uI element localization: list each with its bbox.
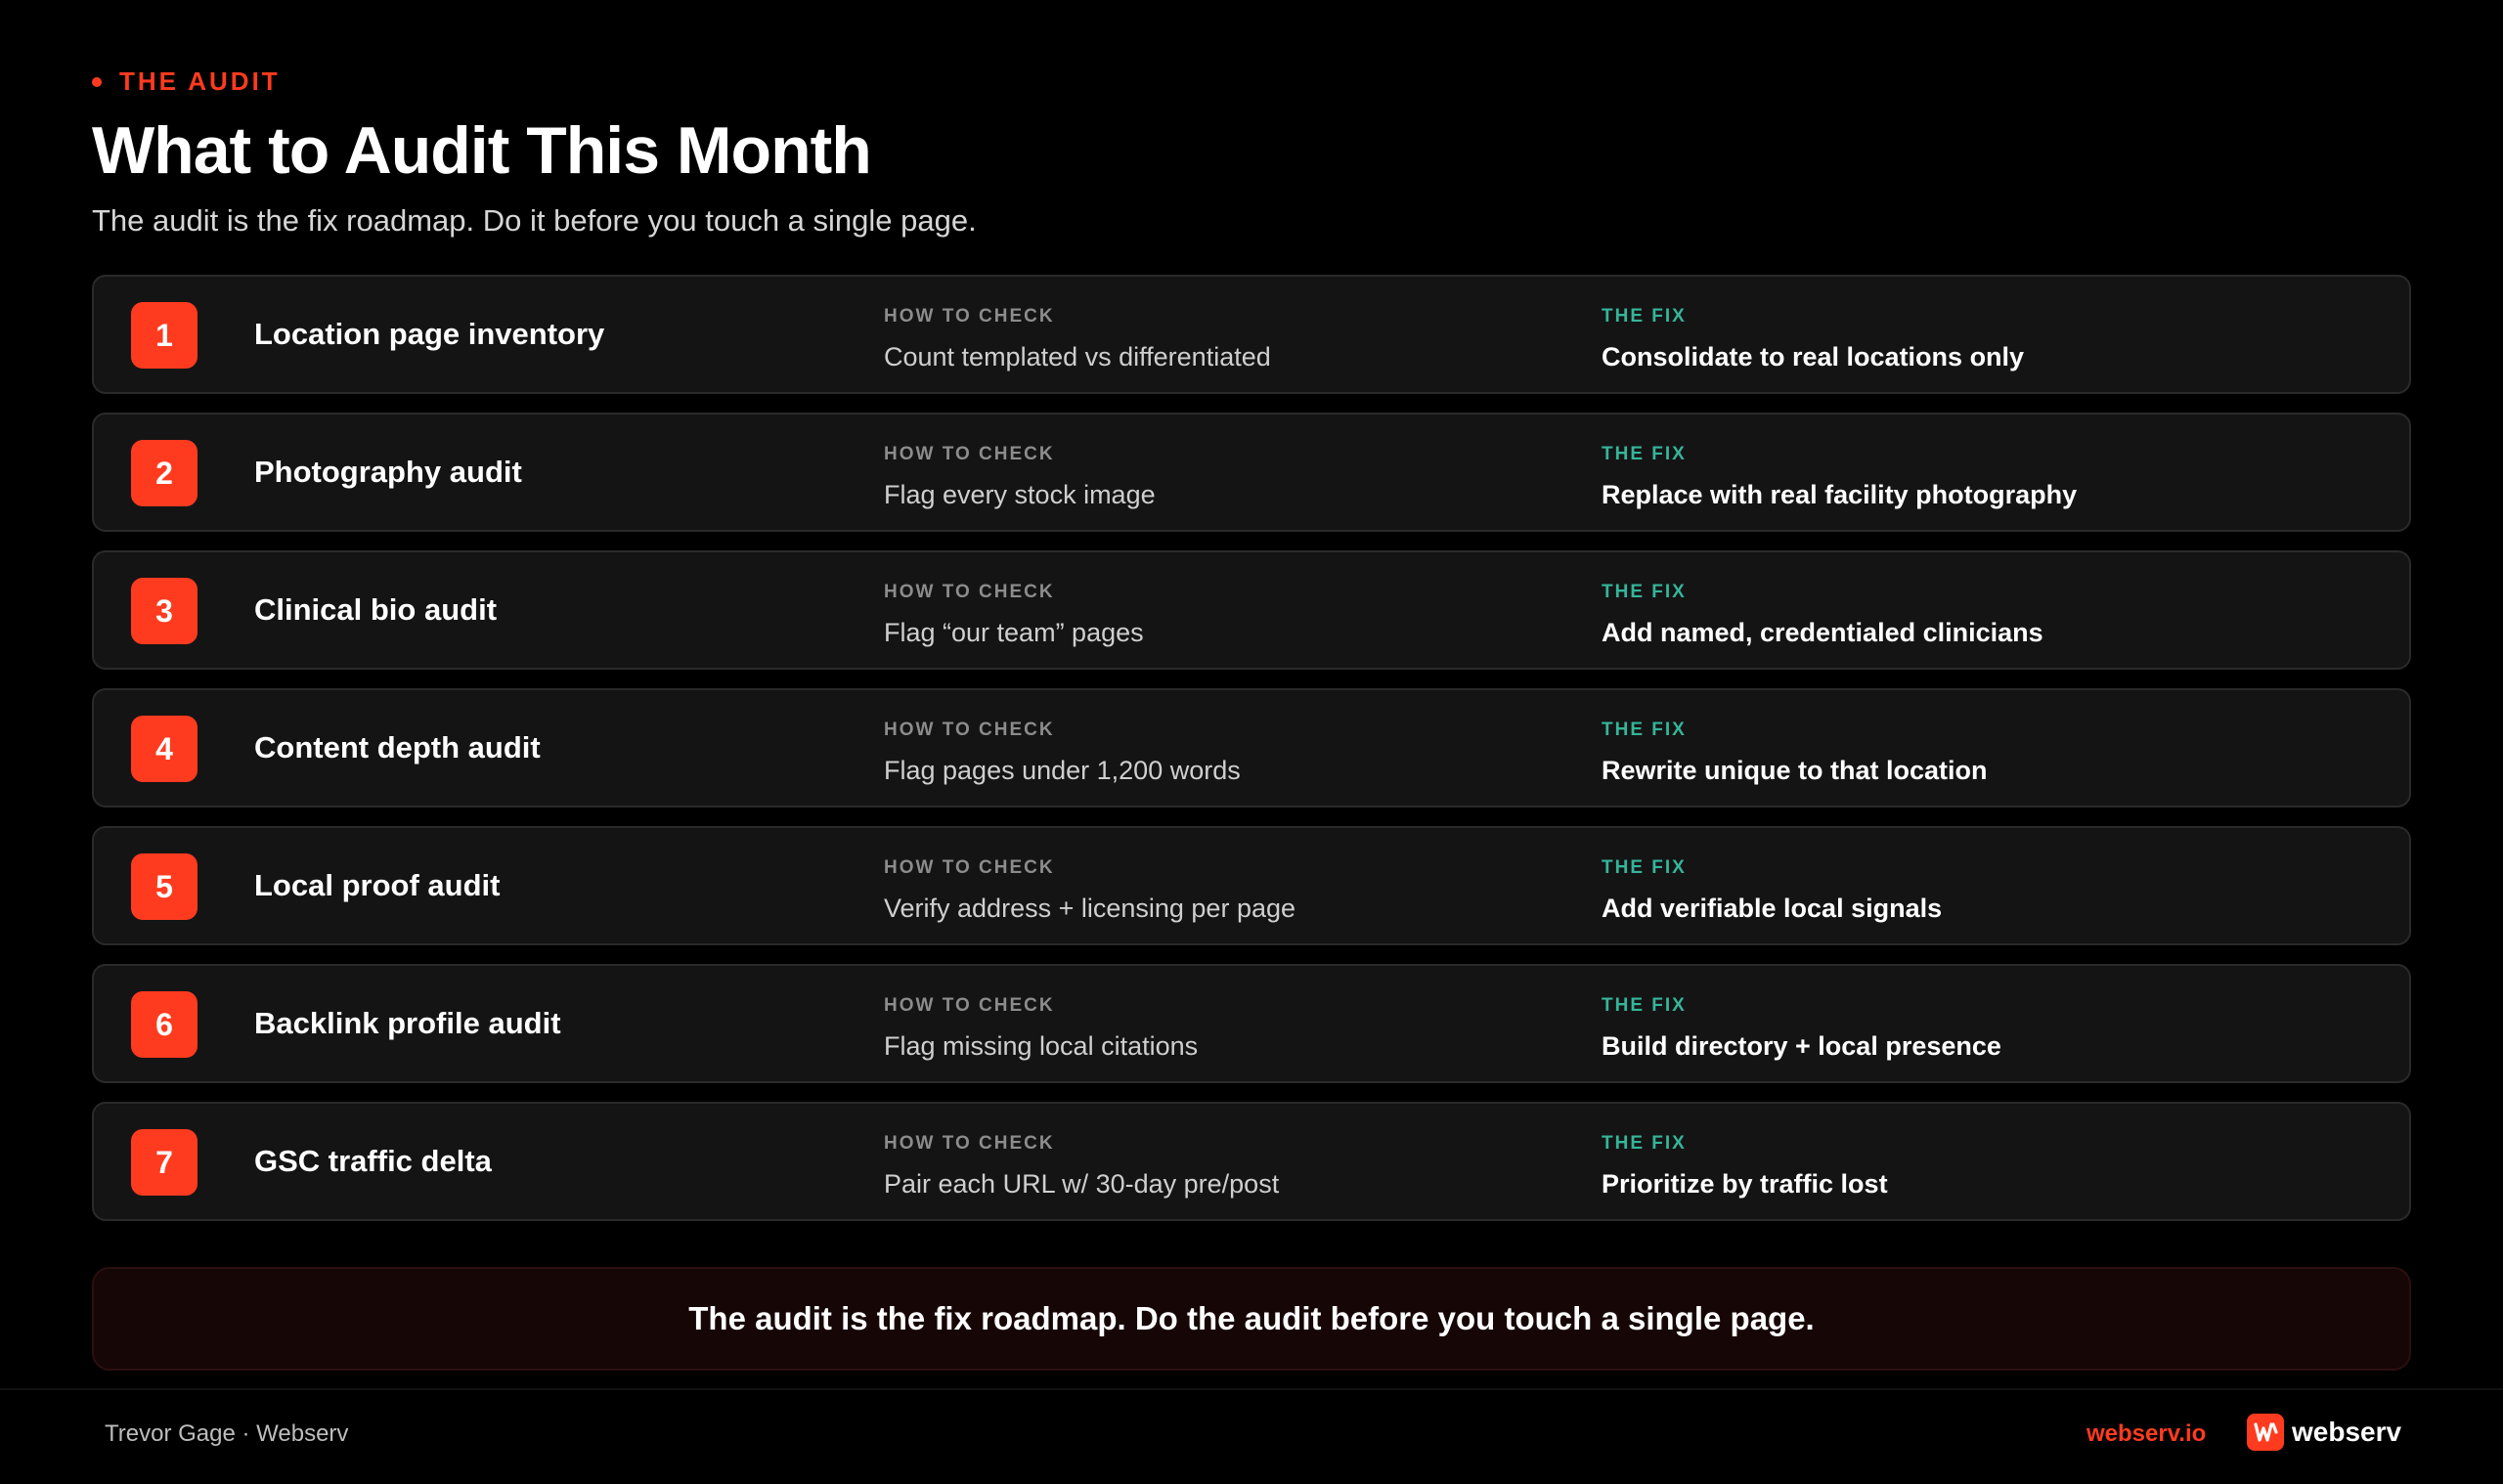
audit-item-name: Backlink profile audit xyxy=(254,1006,561,1040)
how-to-check-value: Flag “our team” pages xyxy=(884,618,1144,647)
audit-row xyxy=(92,964,2411,1083)
audit-row xyxy=(92,826,2411,945)
the-fix-value: Prioritize by traffic lost xyxy=(1602,1169,1888,1199)
how-to-check-column xyxy=(884,444,1156,510)
audit-item-name: Photography audit xyxy=(254,455,522,489)
the-fix-column xyxy=(1602,857,1942,924)
row-number-badge: 1 xyxy=(131,302,198,369)
how-to-check-value: Pair each URL w/ 30-day pre/post xyxy=(884,1169,1280,1199)
the-fix-column xyxy=(1602,1133,1888,1200)
page-title: What to Audit This Month xyxy=(92,113,871,188)
how-to-check-value: Flag pages under 1,200 words xyxy=(884,756,1241,785)
how-to-check-value: Flag missing local citations xyxy=(884,1031,1199,1061)
audit-item-name: Local proof audit xyxy=(254,868,501,902)
the-fix-label: THE FIX xyxy=(1602,306,1687,327)
the-fix-value: Add named, credentialed clinicians xyxy=(1602,618,2043,647)
callout-text: The audit is the fix roadmap. Do the audit before you touch a single page. xyxy=(688,1300,1815,1336)
the-fix-value: Add verifiable local signals xyxy=(1602,894,1943,923)
callout-banner xyxy=(92,1267,2411,1371)
the-fix-value: Build directory + local presence xyxy=(1602,1031,2001,1061)
how-to-check-column xyxy=(884,857,1295,924)
the-fix-label: THE FIX xyxy=(1602,444,1687,464)
the-fix-value: Consolidate to real locations only xyxy=(1602,342,2025,371)
how-to-check-value: Count templated vs differentiated xyxy=(884,342,1271,371)
how-to-check-label: HOW TO CHECK xyxy=(884,720,1055,740)
the-fix-column xyxy=(1602,444,2077,510)
how-to-check-column xyxy=(884,720,1241,786)
how-to-check-label: HOW TO CHECK xyxy=(884,582,1055,602)
webserv-logo-glyph xyxy=(2253,1422,2278,1442)
how-to-check-label: HOW TO CHECK xyxy=(884,1133,1055,1154)
brand-logo xyxy=(2247,1414,2401,1451)
how-to-check-column xyxy=(884,995,1198,1062)
audit-row xyxy=(92,413,2411,532)
audit-row xyxy=(92,1102,2411,1221)
footer-site-link[interactable]: webserv.io xyxy=(2086,1420,2207,1447)
how-to-check-label: HOW TO CHECK xyxy=(884,306,1055,327)
webserv-logo-icon xyxy=(2247,1414,2284,1451)
row-number-badge: 5 xyxy=(131,853,198,920)
footer-divider xyxy=(0,1388,2503,1390)
audit-item-name: GSC traffic delta xyxy=(254,1144,492,1178)
how-to-check-label: HOW TO CHECK xyxy=(884,995,1055,1016)
audit-item-name: Content depth audit xyxy=(254,730,541,764)
the-fix-label: THE FIX xyxy=(1602,857,1687,878)
the-fix-column xyxy=(1602,720,1988,786)
row-number-badge: 7 xyxy=(131,1129,198,1196)
the-fix-column xyxy=(1602,582,2043,648)
footer-author: Trevor Gage · Webserv xyxy=(105,1420,349,1447)
the-fix-column xyxy=(1602,995,2001,1062)
section-eyebrow xyxy=(92,66,281,97)
audit-row xyxy=(92,550,2411,670)
the-fix-label: THE FIX xyxy=(1602,720,1687,740)
the-fix-label: THE FIX xyxy=(1602,1133,1687,1154)
the-fix-value: Replace with real facility photography xyxy=(1602,480,2078,509)
row-number-badge: 6 xyxy=(131,991,198,1058)
audit-list xyxy=(92,275,2411,1240)
audit-row xyxy=(92,688,2411,807)
page-subtitle: The audit is the fix roadmap. Do it before you touch a single page. xyxy=(92,203,977,238)
the-fix-label: THE FIX xyxy=(1602,995,1687,1016)
brand-name: webserv xyxy=(2292,1417,2402,1447)
the-fix-value: Rewrite unique to that location xyxy=(1602,756,1988,785)
how-to-check-value: Verify address + licensing per page xyxy=(884,894,1296,923)
bullet-dot-icon xyxy=(92,77,102,87)
how-to-check-column xyxy=(884,306,1271,372)
eyebrow-label: THE AUDIT xyxy=(119,66,281,96)
how-to-check-column xyxy=(884,1133,1279,1200)
the-fix-label: THE FIX xyxy=(1602,582,1687,602)
audit-row xyxy=(92,275,2411,394)
how-to-check-label: HOW TO CHECK xyxy=(884,444,1055,464)
row-number-badge: 3 xyxy=(131,578,198,644)
row-number-badge: 4 xyxy=(131,716,198,782)
how-to-check-value: Flag every stock image xyxy=(884,480,1156,509)
the-fix-column xyxy=(1602,306,2024,372)
audit-item-name: Clinical bio audit xyxy=(254,592,498,627)
row-number-badge: 2 xyxy=(131,440,198,506)
how-to-check-column xyxy=(884,582,1144,648)
audit-item-name: Location page inventory xyxy=(254,317,605,351)
how-to-check-label: HOW TO CHECK xyxy=(884,857,1055,878)
